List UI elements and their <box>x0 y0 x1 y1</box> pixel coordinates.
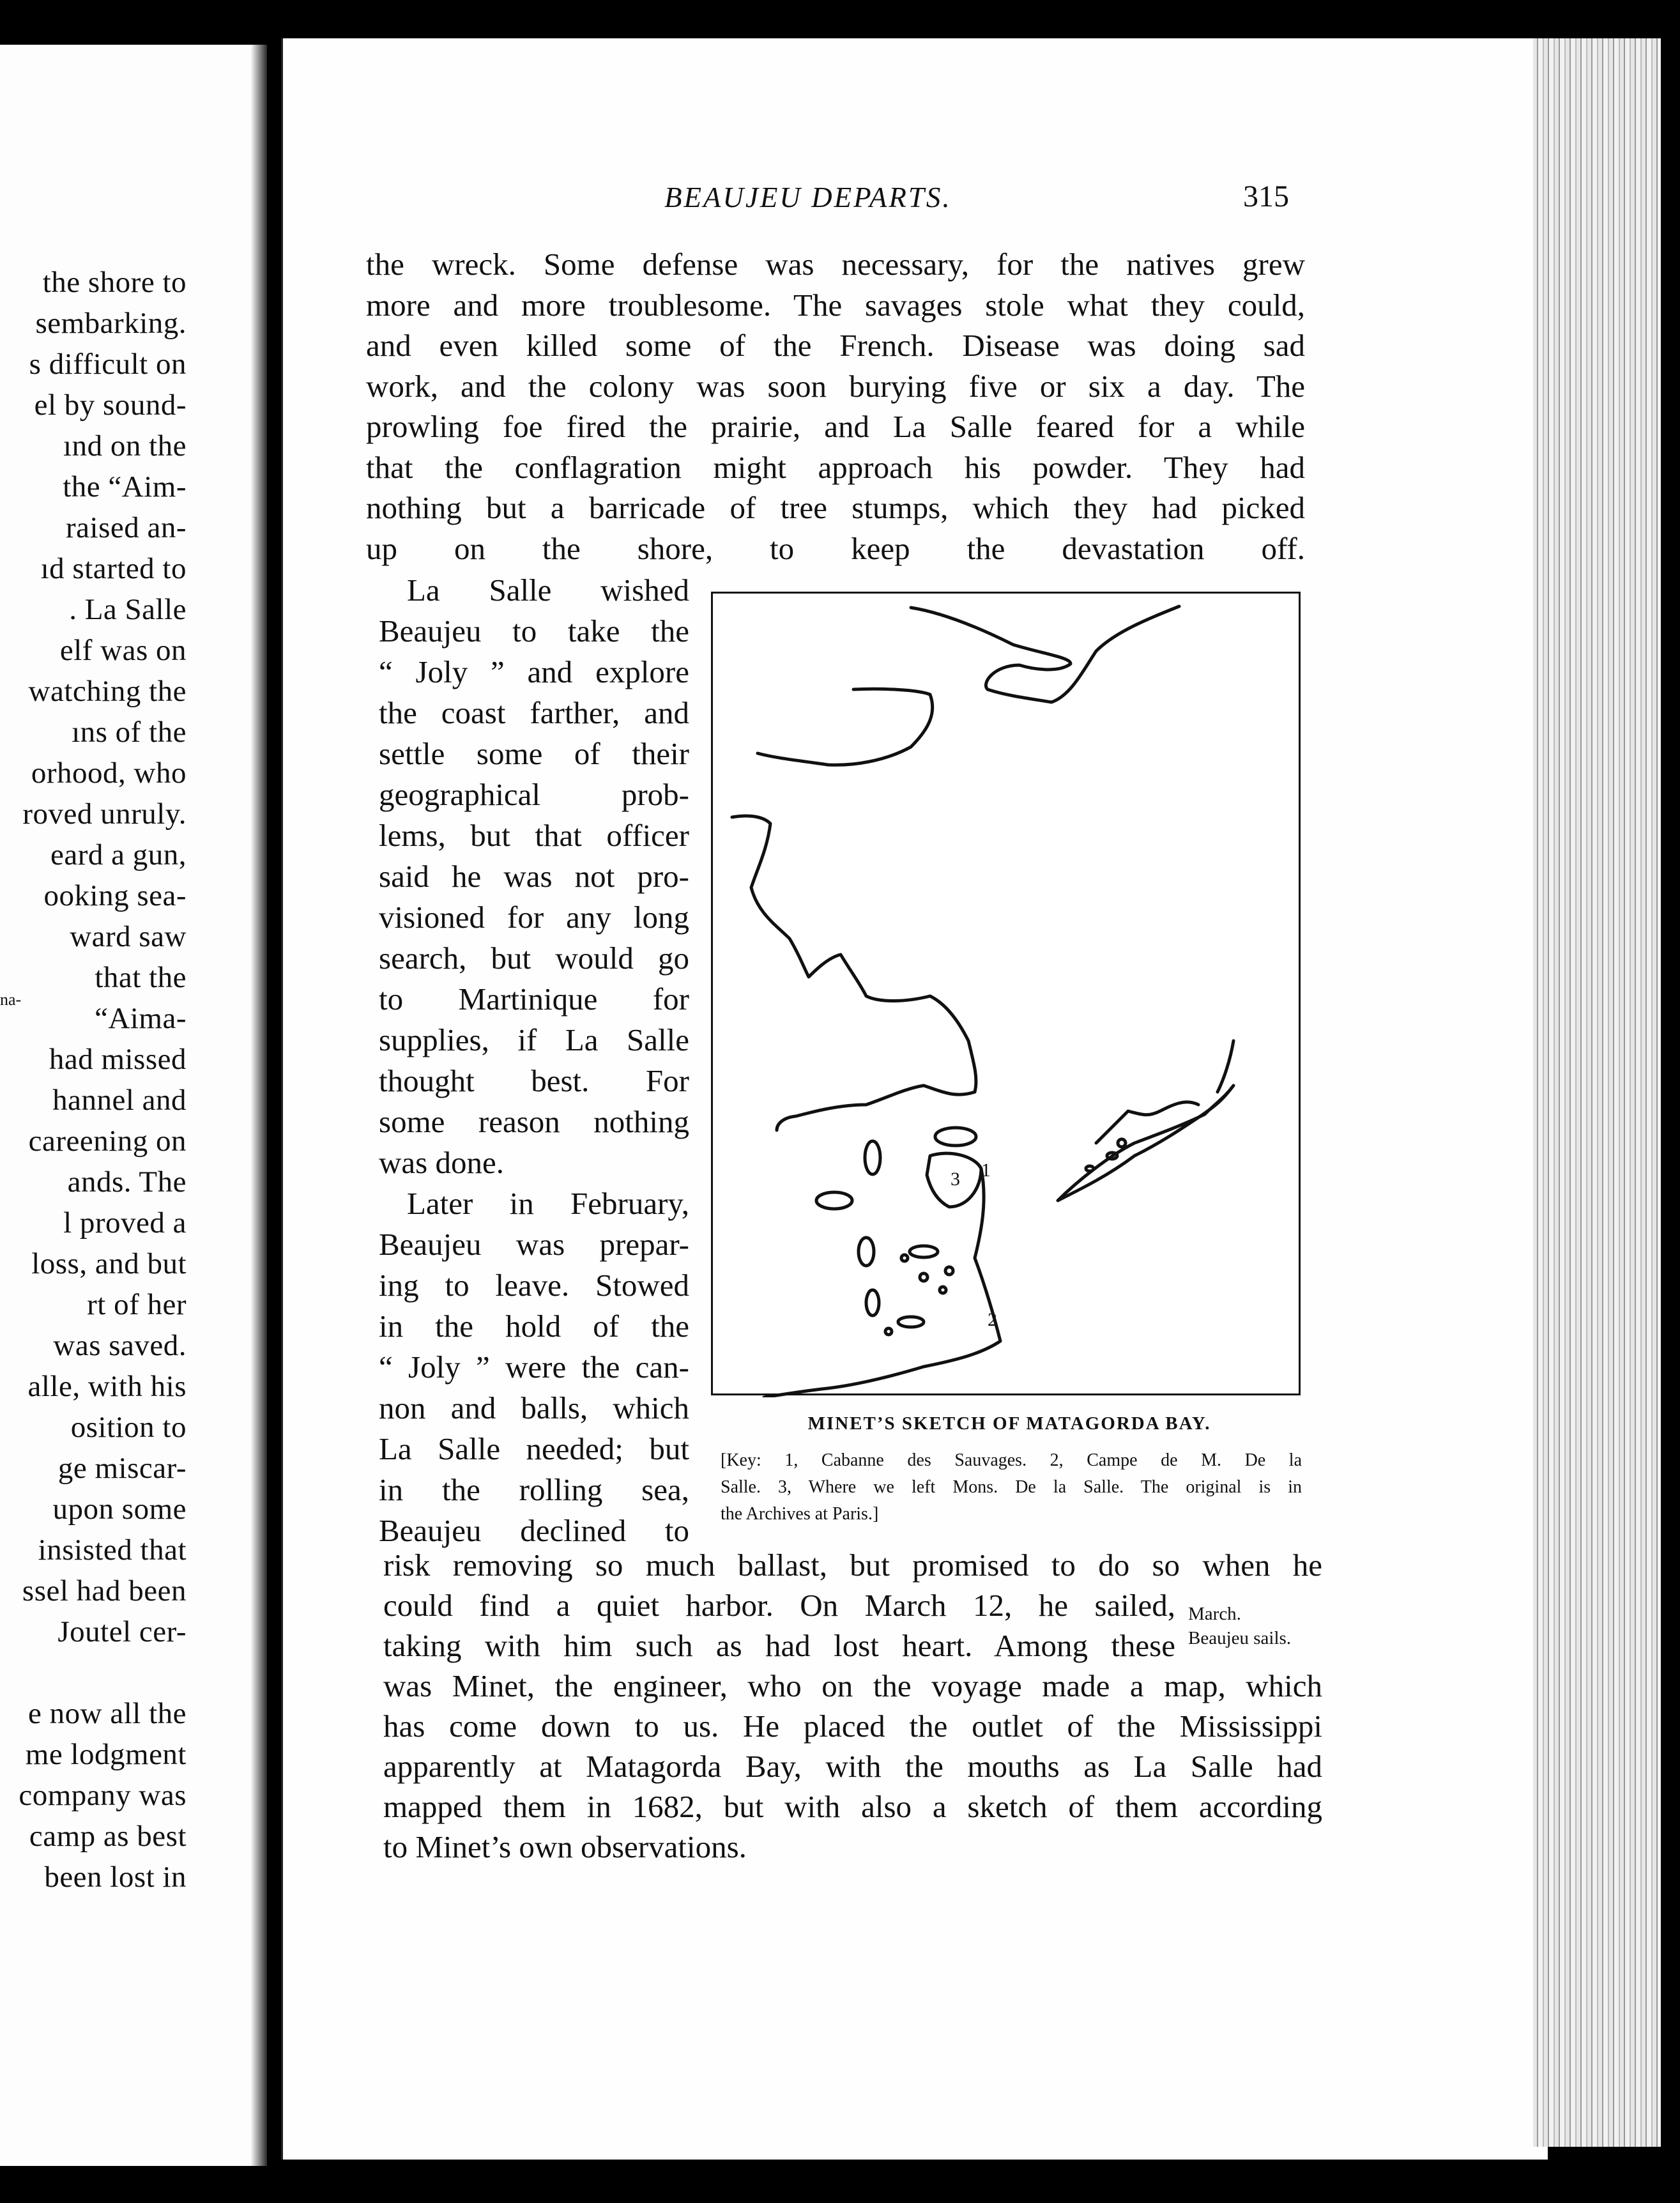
facing-page-line: watching the <box>28 675 187 708</box>
column-line: visioned for any long <box>379 900 689 935</box>
column-line: La Salle needed; but <box>379 1431 689 1466</box>
column-line: to Martinique for <box>379 981 689 1017</box>
text-line: more and more troublesome. The savages stole what they could, <box>366 287 1305 323</box>
column-line: “ Joly ” were the can- <box>379 1349 689 1385</box>
column-line: in the rolling sea, <box>379 1472 689 1507</box>
facing-page <box>0 45 267 2166</box>
margin-note-month: March. <box>1188 1604 1241 1624</box>
facing-page-line: ward saw <box>70 920 187 953</box>
facing-page-line: company was <box>19 1779 187 1812</box>
column-line: non and balls, which <box>379 1390 689 1425</box>
text-line: has come down to us. He placed the outlet of the Mississippi <box>383 1708 1322 1744</box>
facing-page-line: upon some <box>52 1493 187 1526</box>
column-line: was done. <box>379 1145 504 1180</box>
map-figure <box>711 592 1301 1395</box>
facing-page-line: was saved. <box>53 1329 187 1362</box>
column-line: in the hold of the <box>379 1309 689 1344</box>
column-line: the coast farther, and <box>379 695 689 730</box>
map-label-2: 2 <box>988 1309 997 1330</box>
column-line: thought best. For <box>379 1063 689 1098</box>
map-label-3: 3 <box>951 1169 960 1190</box>
figure-key-line: Salle. 3, Where we left Mons. De la Salle. The original is in <box>721 1477 1302 1497</box>
facing-page-line: been lost in <box>44 1861 187 1894</box>
text-line: could find a quiet harbor. On March 12, he sailed, <box>383 1588 1175 1623</box>
column-line: Later in February, <box>407 1186 689 1221</box>
facing-page-line: ınd on the <box>63 429 187 463</box>
text-line: nothing but a barricade of tree stumps, which they had picked <box>366 490 1305 525</box>
facing-page-line: e now all the <box>28 1697 187 1730</box>
map-sketch <box>713 594 1302 1397</box>
column-line: search, but would go <box>379 940 689 976</box>
text-line: prowling foe fired the prairie, and La Salle feared for a while <box>366 409 1305 444</box>
facing-page-line: loss, and but <box>31 1247 187 1280</box>
facing-page-line: the “Aim- <box>63 470 187 503</box>
column-line: Beaujeu declined to <box>379 1513 689 1548</box>
facing-page-line: ands. The <box>67 1165 187 1199</box>
column-line: said he was not pro- <box>379 859 689 894</box>
facing-page-line: “Aima- <box>95 1002 187 1035</box>
running-head: BEAUJEU DEPARTS. <box>664 181 952 213</box>
column-line: geographical prob- <box>379 777 689 812</box>
margin-note-event: Beaujeu sails. <box>1188 1628 1292 1648</box>
figure-key-line: [Key: 1, Cabanne des Sauvages. 2, Campe de M. De la <box>721 1450 1302 1470</box>
facing-page-margin-note: na- <box>0 990 22 1009</box>
facing-page-line: hannel and <box>52 1084 187 1117</box>
facing-page-line: insisted that <box>38 1533 187 1567</box>
page-number: 315 <box>1243 180 1289 213</box>
column-line: Beaujeu to take the <box>379 613 689 649</box>
facing-page-line: roved unruly. <box>22 797 187 831</box>
text-line: and even killed some of the French. Disease was doing sad <box>366 328 1305 363</box>
text-line: that the conflagration might approach his powder. They had <box>366 449 1305 485</box>
facing-page-line: me lodgment <box>25 1738 187 1771</box>
text-line: mapped them in 1682, but with also a sketch of them according <box>383 1789 1322 1824</box>
facing-page-line: orhood, who <box>31 756 187 790</box>
facing-page-line: that the <box>95 961 187 994</box>
facing-page-line: el by sound- <box>34 388 187 422</box>
text-line: was Minet, the engineer, who on the voyage made a map, which <box>383 1668 1322 1703</box>
map-label-1: 1 <box>981 1160 991 1181</box>
facing-page-line: ıns of the <box>72 716 187 749</box>
page-gutter <box>250 45 267 2166</box>
facing-page-line: camp as best <box>29 1820 187 1853</box>
facing-page-line: . La Salle <box>69 593 187 626</box>
figure-key-line: the Archives at Paris.] <box>721 1504 879 1524</box>
page-edges <box>1533 38 1661 2147</box>
text-line: the wreck. Some defense was necessary, for the natives grew <box>366 247 1305 282</box>
column-line: “ Joly ” and explore <box>379 654 689 689</box>
facing-page-line: osition to <box>70 1411 187 1444</box>
text-line: work, and the colony was soon burying five or six a day. The <box>366 368 1305 404</box>
facing-page-line: careening on <box>28 1125 187 1158</box>
facing-page-line: the shore to <box>42 266 187 299</box>
facing-page-line: elf was on <box>59 634 187 667</box>
facing-page-line: eard a gun, <box>50 838 187 871</box>
column-line: Beaujeu was prepar- <box>379 1227 689 1262</box>
text-line: to Minet’s own observations. <box>383 1829 747 1864</box>
column-line: La Salle wished <box>407 572 689 608</box>
text-line: apparently at Matagorda Bay, with the mouths as La Salle had <box>383 1749 1322 1784</box>
facing-page-line: raised an- <box>66 511 187 544</box>
facing-page-line: ıd started to <box>40 552 187 585</box>
facing-page-line: Joutel cer- <box>57 1615 187 1648</box>
facing-page-line: alle, with his <box>27 1370 187 1403</box>
column-line: lems, but that officer <box>379 818 689 853</box>
column-line: ing to leave. Stowed <box>379 1268 689 1303</box>
text-line: up on the shore, to keep the devastation off. <box>366 530 1305 566</box>
column-line: settle some of their <box>379 736 689 771</box>
column-line: supplies, if La Salle <box>379 1022 689 1057</box>
text-line: risk removing so much ballast, but promised to do so when he <box>383 1547 1322 1583</box>
facing-page-line: ge miscar- <box>57 1452 187 1485</box>
facing-page-line: s difficult on <box>29 348 187 381</box>
facing-page-line: ssel had been <box>22 1574 187 1608</box>
facing-page-line: sembarking. <box>35 307 187 340</box>
facing-page-line: l proved a <box>63 1206 187 1240</box>
facing-page-line: rt of her <box>87 1288 187 1321</box>
figure-caption: MINET’S SKETCH OF MATAGORDA BAY. <box>807 1413 1211 1434</box>
column-line: some reason nothing <box>379 1104 689 1139</box>
text-line: taking with him such as had lost heart. Among these <box>383 1628 1175 1663</box>
facing-page-line: ooking sea- <box>43 879 187 912</box>
facing-page-line: had missed <box>49 1043 187 1076</box>
